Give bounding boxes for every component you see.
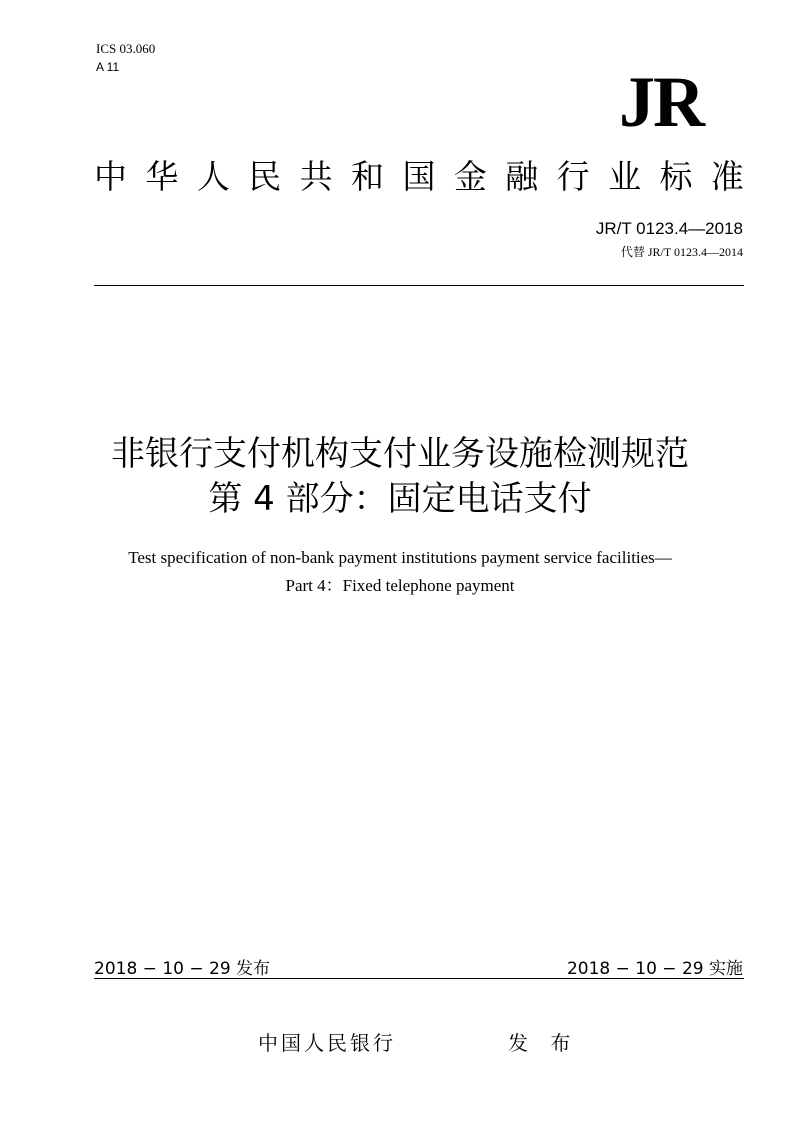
title-char: 和: [351, 157, 385, 196]
ics-code: ICS 03.060: [96, 41, 156, 56]
title-char: 准: [710, 157, 744, 196]
publish-date: 2018 − 10 − 29 发布: [94, 959, 271, 979]
document-title-en-line1: Test specification of non-bank payment institutions payment service facilities—: [128, 548, 672, 567]
title-char: 融: [505, 157, 539, 196]
issue-label: 发 布: [508, 1031, 579, 1055]
standard-type-title: [94, 152, 744, 202]
title-char: 民: [248, 157, 282, 196]
top-divider: [94, 285, 744, 286]
title-char: 人: [196, 157, 230, 196]
title-char: 行: [556, 157, 590, 196]
jr-logo: JR: [619, 62, 703, 142]
title-char: 共: [299, 157, 333, 196]
title-char: 业: [608, 157, 642, 196]
document-title-en-line2: Part 4：Fixed telephone payment: [285, 576, 515, 595]
category-code: A 11: [96, 60, 120, 74]
replaces-standard: 代替 JR/T 0123.4—2014: [620, 245, 743, 259]
document-title-zh-line1: 非银行支付机构支付业务设施检测规范: [111, 434, 689, 474]
title-char: 国: [402, 157, 436, 196]
bottom-divider: [94, 978, 744, 979]
title-char: 华: [145, 157, 179, 196]
standard-number: JR/T 0123.4—2018: [595, 219, 743, 238]
implement-date: 2018 − 10 − 29 实施: [566, 959, 743, 979]
title-char: 标: [659, 157, 693, 196]
title-char: 中: [94, 157, 127, 196]
issuing-authority: 中国人民银行: [258, 1031, 396, 1055]
document-title-zh-line2: 第 4 部分：固定电话支付: [208, 479, 592, 519]
title-char: 金: [453, 157, 487, 196]
